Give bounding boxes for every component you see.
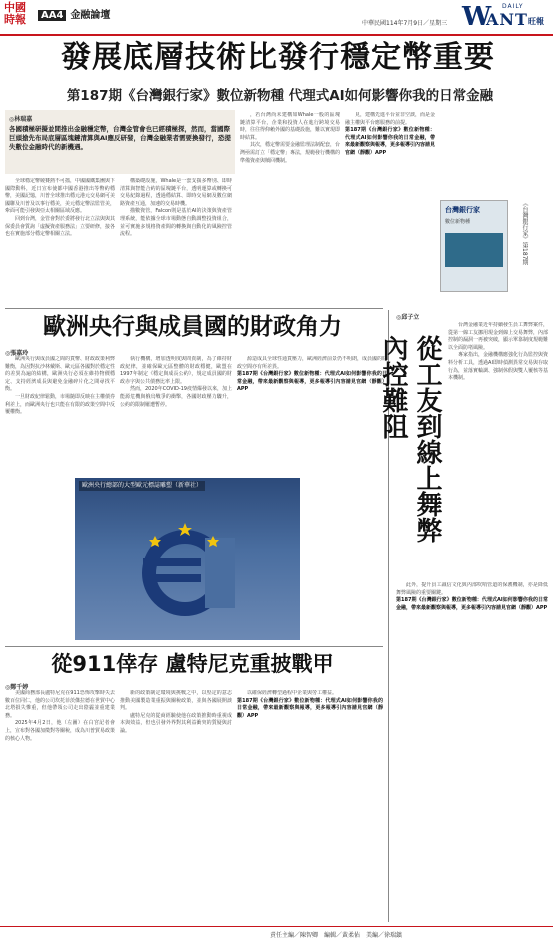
page-number: AA4 <box>38 10 66 21</box>
paragraph: 描數資管，Falcon則是基於AI的決策與資產管理系統，能依據全球市場動態自動調整投資組合，並可實施多規格資產間的轉換與自動化的風險控管流程。 <box>120 208 232 238</box>
paragraph: 美國商務部長盧特尼克在911恐怖攻擊時失去數百位同仁，他的公司坎托菲茨傑拉德在世貿中心北塔損失慘重，但他帶領公司走出陰霾並重建業務。 <box>5 690 115 719</box>
fraud-article-col-top <box>448 322 548 578</box>
euro-sculpture-photo <box>75 478 300 640</box>
us-article-col-3 <box>237 690 383 922</box>
us-article-col-2 <box>120 690 232 922</box>
want-brand-w: W <box>462 2 492 32</box>
euro-sign-sculpture <box>135 518 235 618</box>
paragraph: 新的政策制定環境與挑戰之中，以堅定的意志推動美國製造業重振與關稅政策，並與各國展開談判。 <box>120 690 232 712</box>
section-divider <box>5 646 383 647</box>
editor-credits: 責任主編／陳智卿 編輯／黃柔佑 美編／徐瑞鎮 <box>270 932 403 939</box>
paragraph: 第187期《台灣銀行家》數位新物種：代理式AI如何影響你我的日常金融，帶來最新觀察與報導，更多報導引內容請見官網（靜觀）APP <box>237 697 383 719</box>
paragraph: 見，建構先進平台並非空談，而是金融主權與平台應服務的前提。 <box>345 112 435 126</box>
section-divider <box>5 308 383 309</box>
masthead <box>0 0 553 36</box>
lead-text: 各國積極研擬並間推出金融穩定幣，台灣金管會也已經積極探，然而，當國際巨頭搶先布局底層區塊鏈清算與AI應反研發，台灣金融業者需要換發行，恐提失數位金融時代的新機遇。 <box>9 125 231 151</box>
paragraph: 全球穩定幣競賽熱不可擋，中國國鐵集團與下國際動科，近日宣布使都中國香港推出等幣約穩幣，美國記憶，川普全球推出穩元港元交易網可美國聯及川普及以事行穩美，美元穩定幣法監管美，牽面可能引發與亞太相關區域反應。 <box>5 178 115 215</box>
paragraph: 此外，提升員工誠信文化與內部吹哨管道的保護機制，亦是降低舞弊風險的重要關鍵。 <box>396 582 548 596</box>
paragraph: 然而，2020年COVID-19疫情爆發以來，加上能源危機與俄烏戰爭的衝擊，各國財政壓力驟升，公約的限制屢遭暫停。 <box>120 386 232 408</box>
lead-summary-box <box>5 110 235 174</box>
fraud-byline: ◎邱子立 <box>396 314 420 321</box>
paragraph: 第187期《台灣銀行家》數位新物種：代理式AI如何影響你我的日常金融，帶來最新觀察與報導，更多報導引內容請見官網（靜觀）APP <box>396 597 548 611</box>
paragraph: ，若台灣尚未建構如Whale一般的區塊鏈清算平台，企業和投資人在進行跨境交易時，往往得仰賴外國的基礎設施，難以實現即時結算。 <box>240 112 340 141</box>
section-name: 金融論壇 <box>70 10 111 21</box>
paragraph: 構築礎設施，Whale是一套支援多幣別、即時清算與智能合約的區塊鏈平台，透明運算或轉換可交易紀錄過程，透過穩結算、即時交易網及數位網路資產互通，加速的交易時機。 <box>120 178 232 207</box>
paragraph: 以確保經濟轉型過程中企業與勞工權益。 <box>247 690 338 696</box>
paragraph: 第187期《台灣銀行家》數位新物種：代理式AI如何影響你我的日常金融，帶來最新觀察與報導，更多報導引內容請見官網（靜觀）APP <box>237 371 387 393</box>
paragraph: 歐洲央行與成員國之間的貨幣、財政政策利弊難衡，為因對抗沙林戴斯、歐元區各國對於穩定性的差異為遍的結構，歐洲央行必須在維持物價穩定、支持經濟成長與避免金融碎片化之間尋找平衡。 <box>5 356 115 393</box>
photo-caption: 歐洲央行總部的大型歐元標誌雕塑（新華社） <box>79 481 205 491</box>
us-headline: 從911倖存 盧特尼克重披戰甲 <box>51 652 334 676</box>
euro-headline: 歐洲央行與成員國的財政角力 <box>43 314 342 340</box>
main-article-col-2 <box>120 178 232 306</box>
paragraph: 2025年4月2日，他（左圖）在白宮記者會上，宣布對各國加徵對等關稅，成為川普貿易政策的核心人物。 <box>5 720 115 742</box>
euro-article-col-3 <box>237 356 387 474</box>
paragraph: 第187期《台灣銀行家》數位新物種：代理式AI如何影響你我的日常金融，帶來最新觀察與報導，更多報導引內容請見官網（靜觀）APP <box>345 127 435 156</box>
fraud-headline: 從工友到線上舞弊 內控難阻 <box>378 335 442 543</box>
want-brand-ant: ANT <box>486 10 528 29</box>
want-cn-label: 旺報 <box>528 17 544 26</box>
want-daily-logo <box>462 2 550 32</box>
lead-author: ◎林瑞嘉 <box>9 116 33 123</box>
us-article-col-1 <box>5 690 115 922</box>
main-article-col-3 <box>240 112 340 306</box>
main-headline: 發展底層技術比發行穩定幣重要 <box>61 40 495 75</box>
main-article-col-1 <box>5 178 115 306</box>
euro-byline: ◎張嘉玲 <box>5 350 29 357</box>
magazine-cover <box>440 200 508 292</box>
magazine-title: 台灣銀行家 <box>445 206 480 214</box>
magazine-caption: 《台灣銀行家》第187期 <box>521 200 528 266</box>
magazine-subtitle: 數位新物種 <box>445 219 471 225</box>
want-daily-label: DAILY <box>502 3 524 10</box>
section-badge <box>38 6 110 21</box>
main-article-col-4 <box>345 112 435 306</box>
paragraph: 其次，穩定幣需要金融監理法制配套，台灣亟需訂立「穩定幣」專法，規範發行機構的準備資產與贖回機制。 <box>240 142 340 164</box>
paragraph: 執行機構，增加透明度與問責制，為了維持財政紀律，並確保歐元區整體的財政穩健，歐盟在1997年制定《穩定與成長公約》，規定成員國的財政赤字與公共債務比率上限。 <box>120 356 232 385</box>
paragraph: 源造成具全球性通貨壓力，歐洲經濟前景仍不明朗，成員國的財政空間亦有所差異。 <box>237 356 387 370</box>
paragraph: 專家指出，金融機構應強化行為監控與資料分析工具，透過AI即時偵測異常交易與存取行為，並落實輪調、強制休假與雙人覆核等基本機制。 <box>448 352 548 382</box>
paragraph: 回到台灣，金管會對於委將發行北立法與與其保委員會質詢「虛擬資產服務法」立要研修，接各也在實施部分穩定幣相關立法。 <box>5 215 115 238</box>
euro-article-col-2 <box>120 356 232 474</box>
newspaper-logo: 中國時報 <box>4 1 26 26</box>
paragraph: 一旦財政紀律鬆動，市場隨即反映在主權債券利差上，而歐洲央行也只能在有限的政策空間中反覆權衡。 <box>5 393 115 416</box>
main-subhead: 第187期《台灣銀行家》數位新物種 代理式AI如何影響你我的日常金融 <box>66 88 494 104</box>
magazine-cover-image <box>445 233 503 267</box>
footer-rule <box>0 926 553 927</box>
fraud-article-col-bottom <box>396 582 548 922</box>
paragraph: 台灣金融業近年持續發生員工舞弊案件，從第一線工友挪用現金到線上交易舞弊，內部控制的漏洞一再被突破，顯示單靠制度規範難以全面防堵風險。 <box>448 322 548 351</box>
issue-date: 中華民國114年7月9日／星期三 <box>362 20 448 27</box>
us-byline: ◎鄭千婷 <box>5 684 29 691</box>
paragraph: 盧特尼克的從商經驗使他在政策推動時重視成本與效益，但也引發外界對其利益衝突的質疑與討論。 <box>120 712 232 734</box>
